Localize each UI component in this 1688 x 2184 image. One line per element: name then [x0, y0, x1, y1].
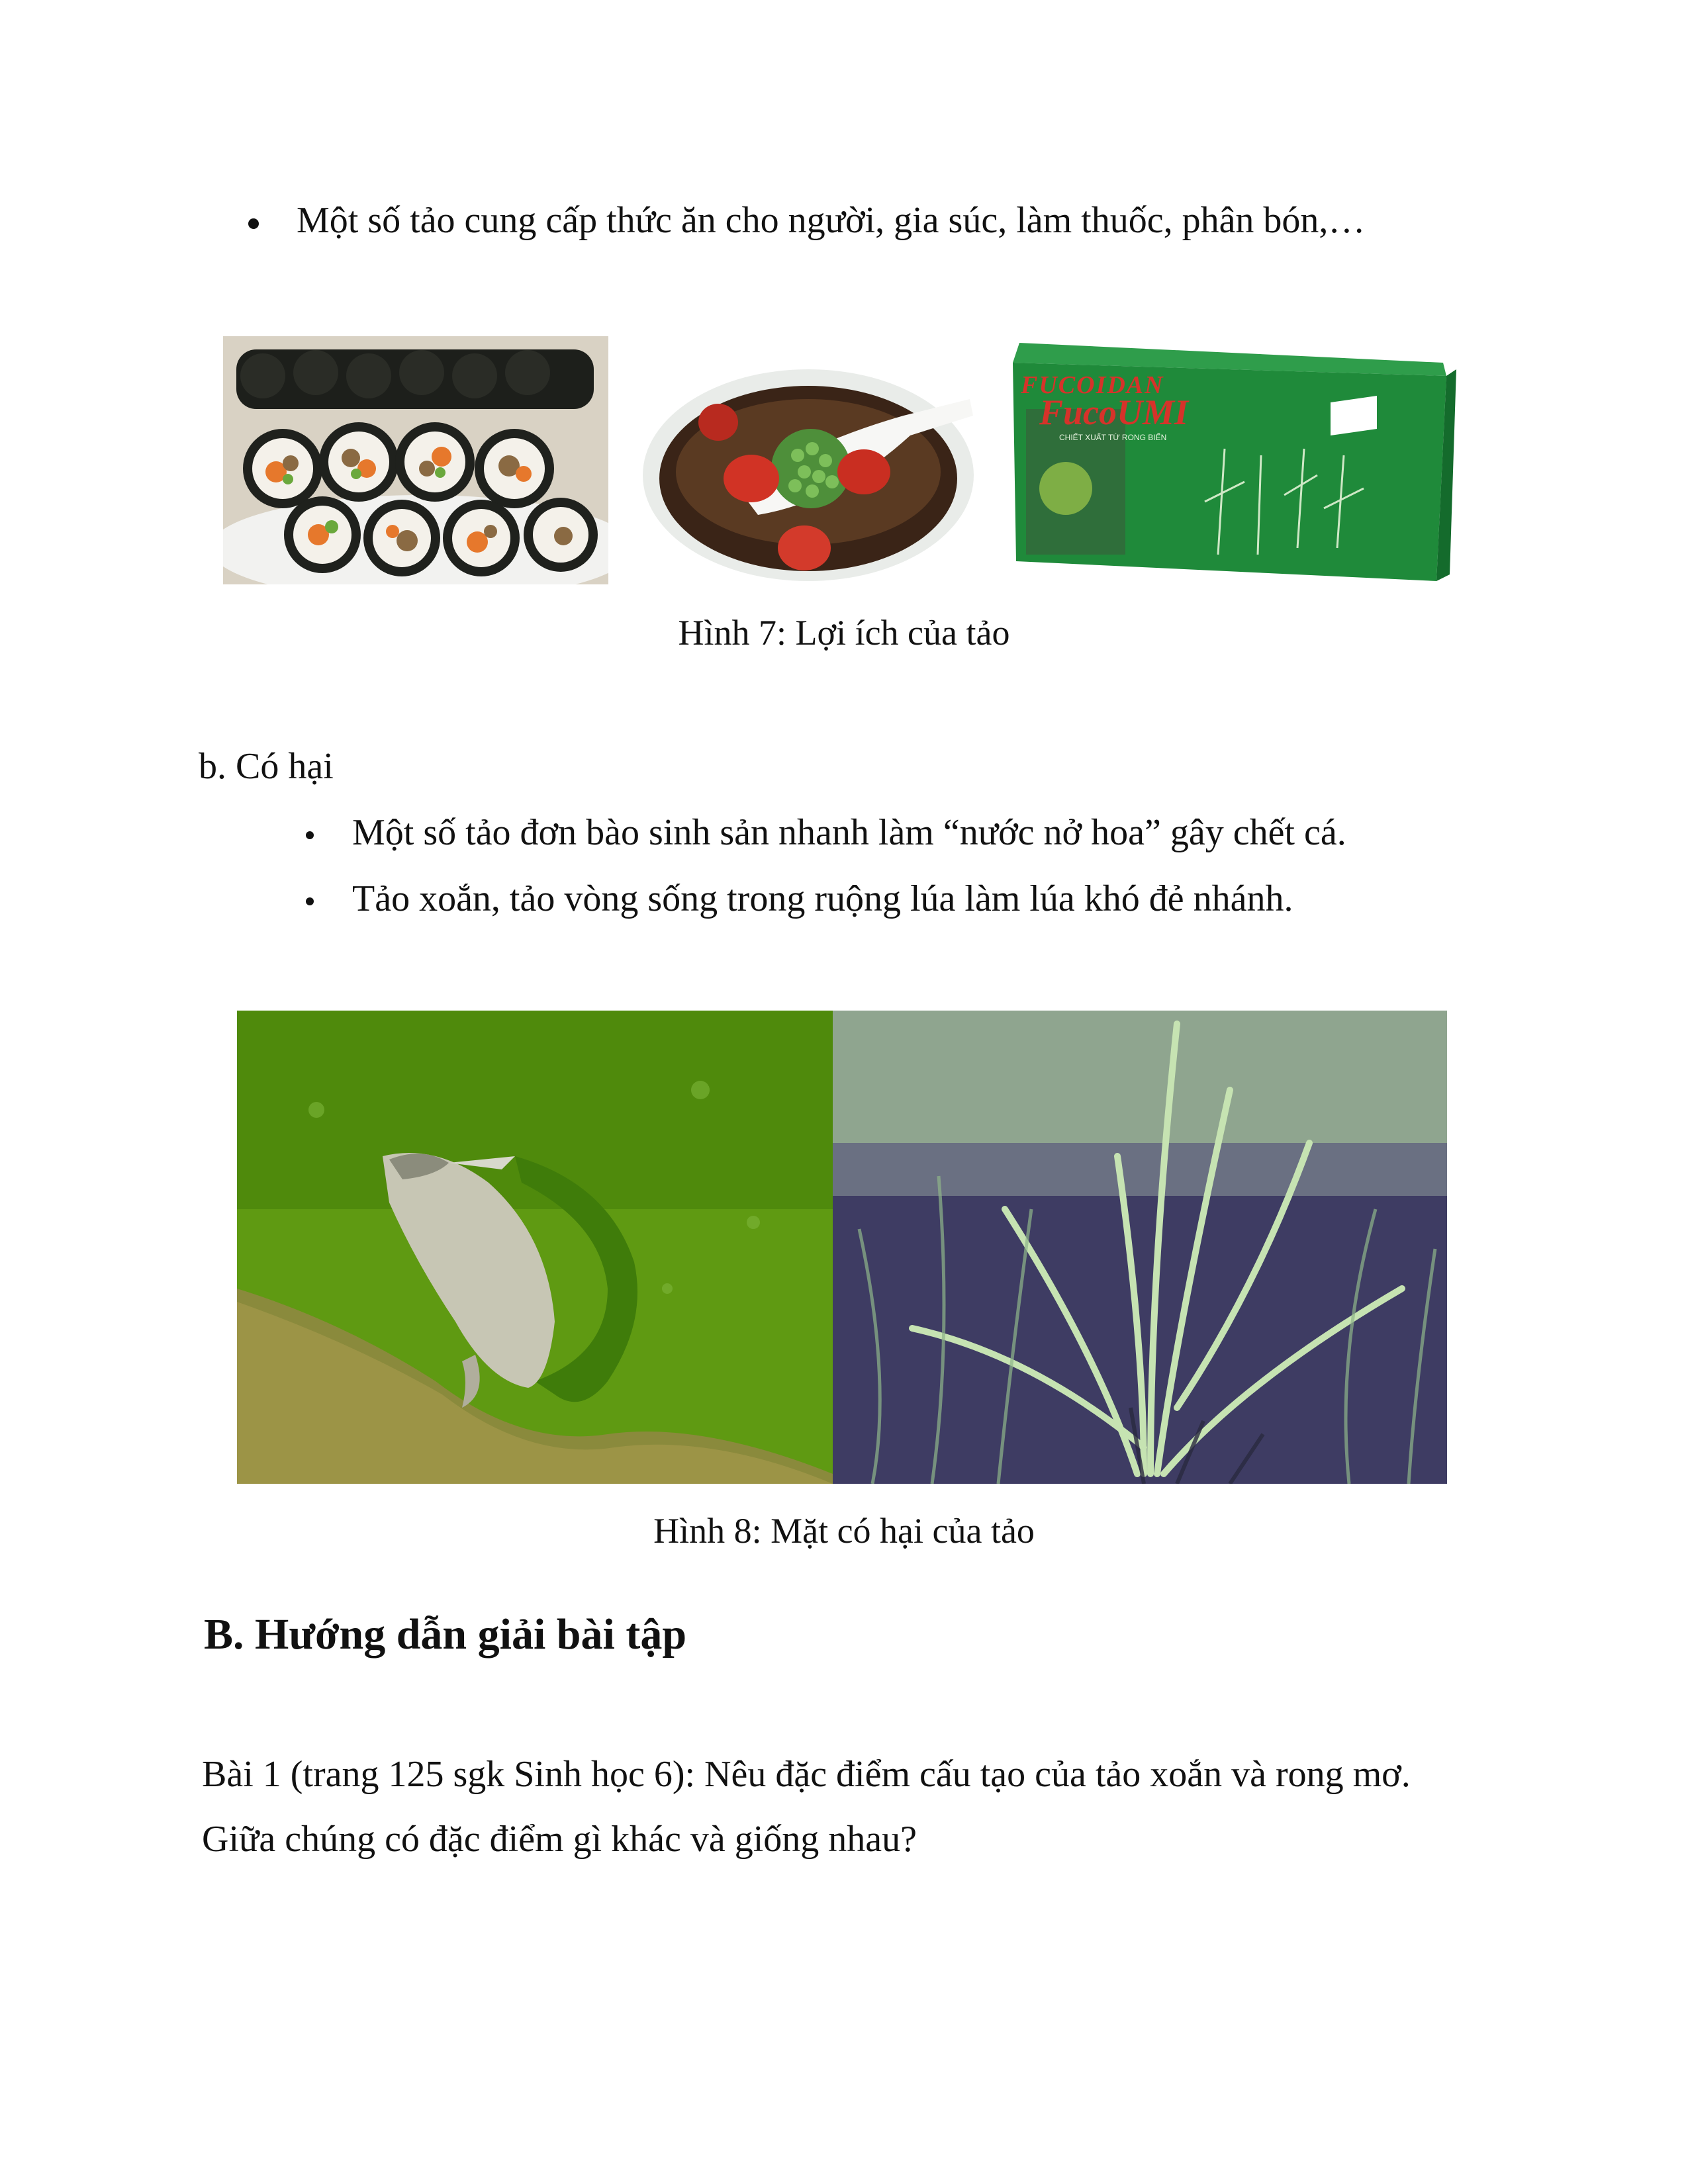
product-brand-main: FucoUMI [1039, 392, 1189, 432]
sushi-rolls-image [223, 336, 608, 584]
harm-heading: b. Có hại [199, 746, 334, 787]
bullet-dot [248, 218, 259, 229]
exercise-line-2: Giữa chúng có đặc điểm gì khác và giống nhau? [202, 1819, 917, 1860]
harm-bullet-1: Một số tảo đơn bào sinh sản nhanh làm “nước nở hoa” gây chết cá. [352, 812, 1346, 853]
bullet-dot [306, 897, 314, 905]
rice-field-algae-image [833, 1011, 1447, 1484]
fucoidan-product-box-image [1006, 336, 1456, 586]
product-subtitle: CHIẾT XUẤT TỪ RONG BIỂN [1059, 433, 1167, 442]
figure8-caption: Hình 8: Mặt có hại của tảo [653, 1511, 1035, 1551]
sea-grapes-soup-image [639, 336, 978, 584]
dead-fish-algae-bloom-image [237, 1011, 833, 1484]
harm-bullet-2: Tảo xoắn, tảo vòng sống trong ruộng lúa làm lúa khó đẻ nhánh. [352, 878, 1293, 919]
bullet-dot [306, 831, 314, 839]
exercise-line-1: Bài 1 (trang 125 sgk Sinh học 6): Nêu đặc điểm cấu tạo của tảo xoắn và rong mơ. [202, 1754, 1411, 1795]
benefit-bullet-text: Một số tảo cung cấp thức ăn cho người, gia súc, làm thuốc, phân bón,… [297, 200, 1366, 241]
section-b-heading: B. Hướng dẫn giải bài tập [204, 1610, 687, 1659]
product-brand-top: FUCOIDAN [1021, 371, 1164, 399]
figure7-caption: Hình 7: Lợi ích của tảo [678, 613, 1010, 653]
